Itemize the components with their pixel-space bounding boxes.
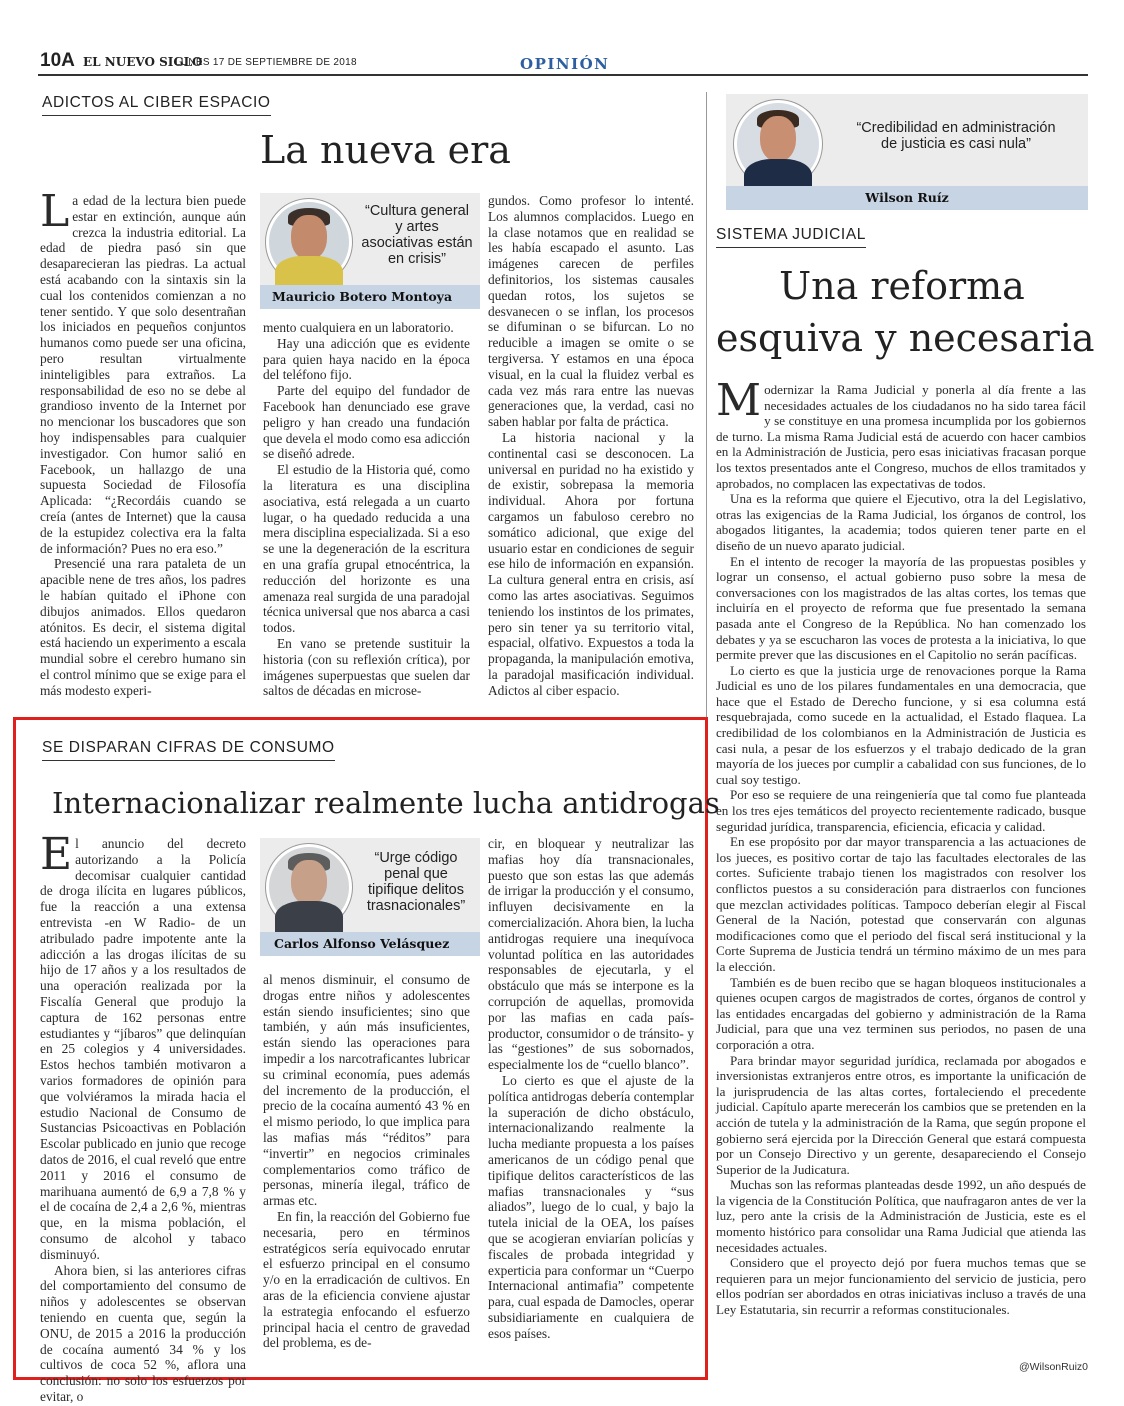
- article1-column-3: [488, 193, 694, 698]
- article1-title: La nueva era: [260, 128, 511, 172]
- article2-column-3: [488, 836, 694, 1366]
- article2-paragraph: l anuncio del decreto autorizando a la Policía decomisar cualquier cantidad de droga ilícita en lugares públicos, fue la reacción a una extensa entrevista -en W Radio- de un atribulado padre impotente ante la adicción a las drogas ilícitas de su hijo de 17 años y a los resultados de una operación realizada por la Fiscalía General que produjo la captura de 162 personas entre estudiantes y “jíbaros” que delinquían en 25 colegios y 4 universidades. Estos hechos también motivaron a varios formadores de opinión para que volviéramos la mirada hacia el estudio Nacional de Consumo de Sustancias Psicoactivas en Población Escolar publicado en junio que recoge datos de 2016, el cual reveló que entre 2011 y 2016 el consumo de marihuana aumentó de 6,9 a 7,8 % y el de cocaína de 2,4 a 2,6 %, mientras que, en la misma población, el consumo de alcohol y tabaco disminuyó.: [40, 836, 246, 1262]
- article2-author-box: [260, 838, 480, 956]
- article3-author-box: [726, 94, 1088, 210]
- page-number: 10A: [40, 50, 75, 71]
- article3-pull-quote: “Credibilidad en administración de justicia es casi nula”: [856, 120, 1056, 152]
- article1-paragraph: mento cualquiera en un laboratorio.: [263, 320, 454, 335]
- article3-author-name: Wilson Ruíz: [726, 186, 1088, 210]
- article3-kicker: SISTEMA JUDICIAL: [716, 226, 866, 248]
- article1-author-name: Mauricio Botero Montoya: [260, 285, 480, 309]
- article1-column-2: [263, 320, 470, 699]
- author-photo: [266, 844, 352, 930]
- article3-paragraph: Considero que el proyecto dejó por fuera muchos temas que se requieren para un mejor funcionamiento del servicio de justicia, pero ellos podrían ser abordados en otras iniciativas incluso a través de una Ley Estatutaria, sin recurrir a reformas constitucionales.: [716, 1255, 1086, 1318]
- author-photo: [734, 100, 822, 188]
- article2-dropcap: E: [40, 829, 73, 880]
- article1-paragraph: La historia nacional y la continental casi se desconocen. La universal en puridad no ha existido y de existir, sobrepasa la memoria individual. Ahora por fortuna cargamos un fabuloso cerebro no somático adicional, que exige del usuario estar en condiciones de seguir ese hilo de información en expansión. La cultura general entra en crisis, así como las artes asociativas. Seguimos teniendo los instintos de los primates, pero sin tener ya su territorio vital, espacial, olfativo. Expuestos a toda la propaganda, la manipulación emotiva, la paradojal masificación individual. Adictos al ciber espacio.: [488, 429, 694, 698]
- article3-dropcap: M: [716, 375, 762, 426]
- article1-paragraph: gundos. Como profesor lo intenté. Los alumnos complacidos. Luego en la clase notamos que en realidad se les había escapado el asunto. Las imágenes carecen de perfiles definitorios, los sistemas causales quedan rotos, los sujetos se desvanecen o se inflan, los procesos se difuminan o se bifurcan. Lo no reducible a imagen se omite o se tergiversa. Y estamos en una época visual, en la cual la fluidez verbal es cada vez más rara entre las nuevas generaciones que, la verdad, casi no saben hablar por falta de práctica.: [488, 193, 694, 430]
- article2-paragraph: En fin, la reacción del Gobierno fue necesaria, pero en términos estratégicos sería equivocado enrutar el esfuerzo principal en el consumo y/o en la erradicación de cultivos. En aras de la eficiencia conviene ajustar la estrategia enfocando el esfuerzo principal hacia el centro de gravedad del problema, es de-: [263, 1208, 470, 1351]
- article1-paragraph: En vano se pretende sustituir la historia (con su reflexión crítica), por imágenes superpuestas que suelen dar saltos de décadas en microse-: [263, 635, 470, 699]
- article2-paragraph: Ahora bien, si las anteriores cifras del comportamiento del consumo de niños y adolescentes se observan teniendo en cuenta que, según la ONU, de 2015 a 2016 la producción de cocaína aumentó 34 % y los cultivos de coca 52 %, aflora una conclusión: no solo los esfuerzos por evitar, o: [40, 1262, 246, 1404]
- article3-title-line: Una reforma: [779, 264, 1025, 308]
- article1-paragraph: Hay una adicción que es evidente para quien haya nacido en la época del teléfono fijo.: [263, 335, 470, 383]
- article3-paragraph: Una es la reforma que quiere el Ejecutivo, otra la del Legislativo, otras las exigencias de la Rama Judicial, los órganos de control, los abogados litigantes, la academia; todos quieren tener parte en el diseño de un nuevo aparato judicial.: [716, 491, 1086, 553]
- article2-paragraph: al menos disminuir, el consumo de drogas entre niños y adolescentes están siendo insuficientes; sino que también, y aún más insuficientes, están siendo las operaciones para impedir a los narcotraficantes lubricar su criminal economía, pues además del incremento de la producción, el precio de la cocaína aumentó 43 % en el mismo periodo, lo que implica para las mafias más “réditos” para “invertir” en negocios criminales complementarios como tráfico de personas, minería ilegal, tráfico de armas etc.: [263, 972, 470, 1209]
- article2-author-name: Carlos Alfonso Velásquez: [260, 932, 480, 956]
- article3-body: [716, 375, 1086, 1332]
- article2-kicker: SE DISPARAN CIFRAS DE CONSUMO: [42, 739, 335, 761]
- article3-title-line: esquiva y necesaria: [716, 316, 1095, 360]
- article1-author-box: [260, 193, 480, 309]
- article3-paragraph: Para brindar mayor seguridad jurídica, reclamada por abogados e inversionistas extranjeros entre otros, es importante la unificación de la jurisprudencia de las altas cortes, fortaleciendo el precedente judicial. Capítulo aparte merecerán los cambios que se pretenden en la acción de tutela y la administración de la Rama, que según propone el gobierno será ejercida por la Dirección General que estará compuesta por un Consejo Directivo y un gerente, desapareciendo el Consejo Superior de la Judicatura.: [716, 1052, 1086, 1177]
- article2-title: Internacionalizar realmente lucha antidrogas: [52, 786, 720, 820]
- article1-dropcap: L: [40, 186, 70, 237]
- article2-paragraph: cir, en bloquear y neutralizar las mafias hoy día transnacionales, puesto que son estas las que además de irrigar la producción y el consumo, influyen decisivamente en la comercialización. Ahora bien, la lucha antidrogas requiere una inequívoca voluntad política en las autoridades responsables de ejecutarla, y el obstáculo que más se interpone es la corrupción de aquellas, promovida por las mafias en cada país- productor, consumidor o de tránsito- y las “gestiones” de sus sobornados, especialmente los de “cuello blanco”.: [488, 836, 694, 1073]
- author-social-handle: @WilsonRuiz0: [1018, 1361, 1088, 1373]
- article3-title: [716, 260, 1095, 364]
- article2-column-1: [40, 829, 246, 1404]
- article1-paragraph: Presencié una rara pataleta de un apacible nene de tres años, los padres le habían quitado el iPhone con dibujos animados. Ellos quedaron atónitos. Es decir, el sistema digital está haciendo un experimento a escala mundial sobre el cerebro humano sin el control mínimo que se exige para el más modesto experi-: [40, 556, 246, 698]
- article1-paragraph: El estudio de la Historia qué, como la literatura es una disciplina asociativa, está relegada a un cuarto lugar, o ha quedado reducida a una mera disciplina especializada. Si a eso se une la degeneración de la escritura en una grafía grupal etnocéntrica, la reducción del horizonte es una amenaza real surgida de una paradojal técnica universal que nos abarca a casi todos.: [263, 462, 470, 636]
- article3-paragraph: Lo cierto es que la justicia urge de renovaciones porque la Rama Judicial es uno de los pilares fundamentales en una democracia, que hace que el Estado de Derecho funcione, y si esa columna está resquebrajada, como sucede en la actualidad, el Estado flaquea. La credibilidad de los colombianos en la Administración de Justicia es casi nula, a pesar de los esfuerzos y el trabajo dedicado de la gran mayoría de los jueces por cumplir a cabalidad con sus funciones, de lo cual soy testigo.: [716, 662, 1086, 787]
- header-rule: [38, 74, 1088, 76]
- newspaper-name: EL NUEVO SIGLO: [83, 55, 203, 69]
- article3-paragraph: odernizar la Rama Judicial y ponerla al día frente a las necesidades actuales de los ciudadanos no ha sido tarea fácil y se constituye en una promesa incumplida por los gobiernos de turno. La misma Rama Judicial está de acuerdo con hacer cambios en la Administración de Justicia, pero esas iniciativas fracasan porque los textos presentados ante el Congreso, muchos de ellos tramitados y aprobados, no complacen las expectativas de todos.: [716, 382, 1086, 491]
- article3-paragraph: En el intento de recoger la mayoría de las propuestas posibles y lograr un consenso, el actual gobierno puso sobre la mesa de conversaciones con los magistrados de las altas cortes, los temas que incluiría en el proyecto de reforma que fue presentado la semana pasada ante el Congreso de la República. No han comenzado los debates y ya se escucharon las voces de protesta a la iniciativa, lo que permite prever que las discusiones en el Capitolio no serán pacíficas.: [716, 553, 1086, 663]
- article3-paragraph: Muchas son las reformas planteadas desde 1992, un año después de la vigencia de la Constitución Política, que naufragaron antes de ver la luz, pero ante la crisis de la Administración de Justicia, este es el momento histórico para consolidar una Rama Judicial que atienda las necesidades actuales.: [716, 1177, 1086, 1255]
- article2-column-2: [263, 972, 470, 1366]
- section-title: OPINIÓN: [520, 55, 610, 73]
- article1-paragraph: Parte del equipo del fundador de Facebook han denunciado ese grave peligro y han creado una fundación que devela el modo como esa adicción se diseñó adrede.: [263, 383, 470, 462]
- article1-pull-quote: “Cultura general y artes asociativas están en crisis”: [361, 203, 473, 267]
- article2-paragraph: Lo cierto es que el ajuste de la política antidrogas debería contemplar la superación de dicho obstáculo, internacionalizando realmente la lucha mediante propuesta a los países americanos de un código penal que tipifique delitos característicos de las mafias transnacionales y “sus aliados”, luego de lo cual, y bajo la tutela inicial de la OEA, los países que se acogieran enviarían policías y fiscales de probada integridad y experticia para conformar un “Cuerpo Internacional antimafia” competente para, cual espada de Damocles, operar subsidiariamente en cualquiera de esos países.: [488, 1072, 694, 1341]
- issue-date: LUNES 17 DE SEPTIEMBRE DE 2018: [175, 57, 357, 68]
- article3-paragraph: También es de buen recibo que se hagan bloqueos institucionales a quienes ocupen cargos de magistrados de cortes, órganos de control y las entidades encargadas del gobierno y administración de la Rama Judicial, para que una vez terminen sus periodos, no pasen de una corporación a otra.: [716, 974, 1086, 1052]
- article1-kicker: ADICTOS AL CIBER ESPACIO: [42, 94, 271, 116]
- article3-paragraph: Por eso se requiere de una reingeniería que tal como fue planteada en los tres ejes temáticos del proyecto recientemente radicado, busque seguridad jurídica, transparencia, eficiencia, eficacia y calidad.: [716, 787, 1086, 834]
- article1-paragraph: a edad de la lectura bien puede estar en extinción, aunque aún crezca la industria editorial. La edad de piedra pasó sin que desaparecieran las piedras. La actual está acabando con la sintaxis sin la cual los contenidos comienzan a no tener sentido. Y que solo desentrañan los iniciados en pequeños conjuntos humanos como puede ser una oficina, pero resultan virtualmente ininteligibles para extraños. La responsabilidad de eso no se debe al grandioso invento de la Internet por no mencionar los buscadores que son hoy indispensables para cualquier investigador. Con humor salió en Facebook, un hallazgo de una supuesta Sociedad de Filosofía Aplicada: “¿Recordáis cuando se creía (antes de Internet) que la causa de la estupidez colectiva era la falta de información? Pues no era eso.”: [40, 193, 246, 556]
- article2-pull-quote: “Urge código penal que tipifique delitos trasnacionales”: [366, 850, 466, 914]
- author-photo: [266, 199, 352, 285]
- article3-paragraph: En ese propósito por dar mayor transparencia a las actuaciones de los jueces, es positivo cortar de tajo las facultades electorales de las cortes. Suficiente trabajo tienen los magistrados con resolver los conflictos puestos a su consideración para distraerlos con funciones que mezclan actividades políticas. Tampoco deberían elegir al Fiscal General de la Nación, potestad que conservarán con algunas modificaciones como que el periodo del fiscal será institucional y la Corte Suprema de Justicia tendrá un término máximo de un mes para la elección.: [716, 834, 1086, 974]
- article1-column-1: [40, 186, 246, 698]
